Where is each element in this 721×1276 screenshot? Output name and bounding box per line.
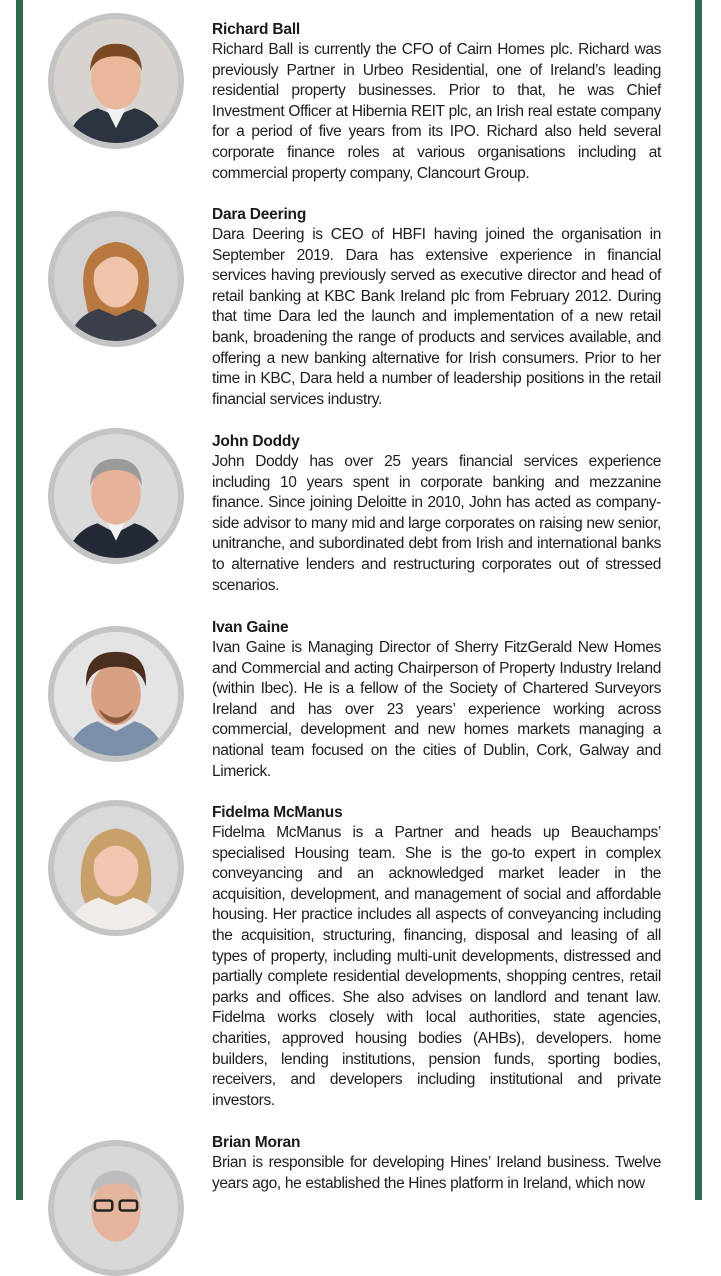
- bio-name: John Doddy: [212, 433, 300, 450]
- bio-text: Ivan Gaine is Managing Director of Sherry FitzGerald New Homes and Commercial and acting Chairperson of Property Industry Ireland (within Ibec). He is a fellow of the Society of Chartered Surveyors Ireland and has over 23 years’ experience working across commercial, development and new homes markets managing a national team focused on the cities of Dublin, Cork, Galway and Limerick.: [212, 639, 661, 780]
- bio-text: John Doddy has over 25 years financial services experience including 10 years spent in corporate banking and mezzanine finance. Since joining Deloitte in 2010, John has acted as company-side advisor to many mid and large corporates on raising new senior, unitranche, and subordinated debt from Irish and international banks to alternative lenders and restructuring corporates out of stressed scenarios.: [212, 453, 661, 594]
- bio-name: Richard Ball: [212, 21, 301, 38]
- portrait-photo: [48, 800, 184, 936]
- portrait-photo: [48, 626, 184, 762]
- portrait-photo: [48, 211, 184, 347]
- bio-text: Dara Deering is CEO of HBFI having joined the organisation in September 2019. Dara has extensive experience in financial services having previously served as executive director and head of retail banking at KBC Bank Ireland plc from February 2012. During that time Dara led the launch and implementation of a new retail bank, broadening the range of products and services available, and offering a new banking alternative for Irish consumers. Prior to her time in KBC, Dara held a number of leadership positions in the retail financial services industry.: [212, 226, 661, 408]
- bio-name: Ivan Gaine: [212, 619, 289, 636]
- bio-text: Richard Ball is currently the CFO of Cairn Homes plc. Richard was previously Partner in Urbeo Residential, one of Ireland’s leading residential property businesses. Prior to that, he was Chief Investment Officer at Hibernia REIT plc, an Irish real estate company for a period of five years from its IPO. Richard also held several corporate finance roles at various organisations including at commercial property company, Clancourt Group.: [212, 41, 661, 182]
- bio-name: Fidelma McManus: [212, 804, 343, 821]
- bio-text: Fidelma McManus is a Partner and heads up Beauchamps’ specialised Housing team. She is the go-to expert in complex conveyancing and an acknowledged market leader in the acquisition, development, and management of social and affordable housing. Her practice includes all aspects of conveyancing including the acquisition, structuring, financing, disposal and leasing of all types of property, including multi-unit developments, distressed and partially complete residential developments, shopping centres, retail parks and offices. She also advises on landlord and tenant law. Fidelma works closely with local authorities, state agencies, charities, approved housing bodies (AHBs), developers. home builders, lending institutions, pension funds, sporting bodies, receivers, and developers including institutional and private investors.: [212, 824, 661, 1109]
- portrait-photo: [48, 1140, 184, 1276]
- bio-name: Brian Moran: [212, 1134, 301, 1151]
- bio-text: Brian is responsible for developing Hines’ Ireland business. Twelve years ago, he established the Hines platform in Ireland, which now: [212, 1154, 661, 1192]
- portrait-photo: [48, 428, 184, 564]
- portrait-photo: [48, 13, 184, 149]
- bio-name: Dara Deering: [212, 206, 307, 223]
